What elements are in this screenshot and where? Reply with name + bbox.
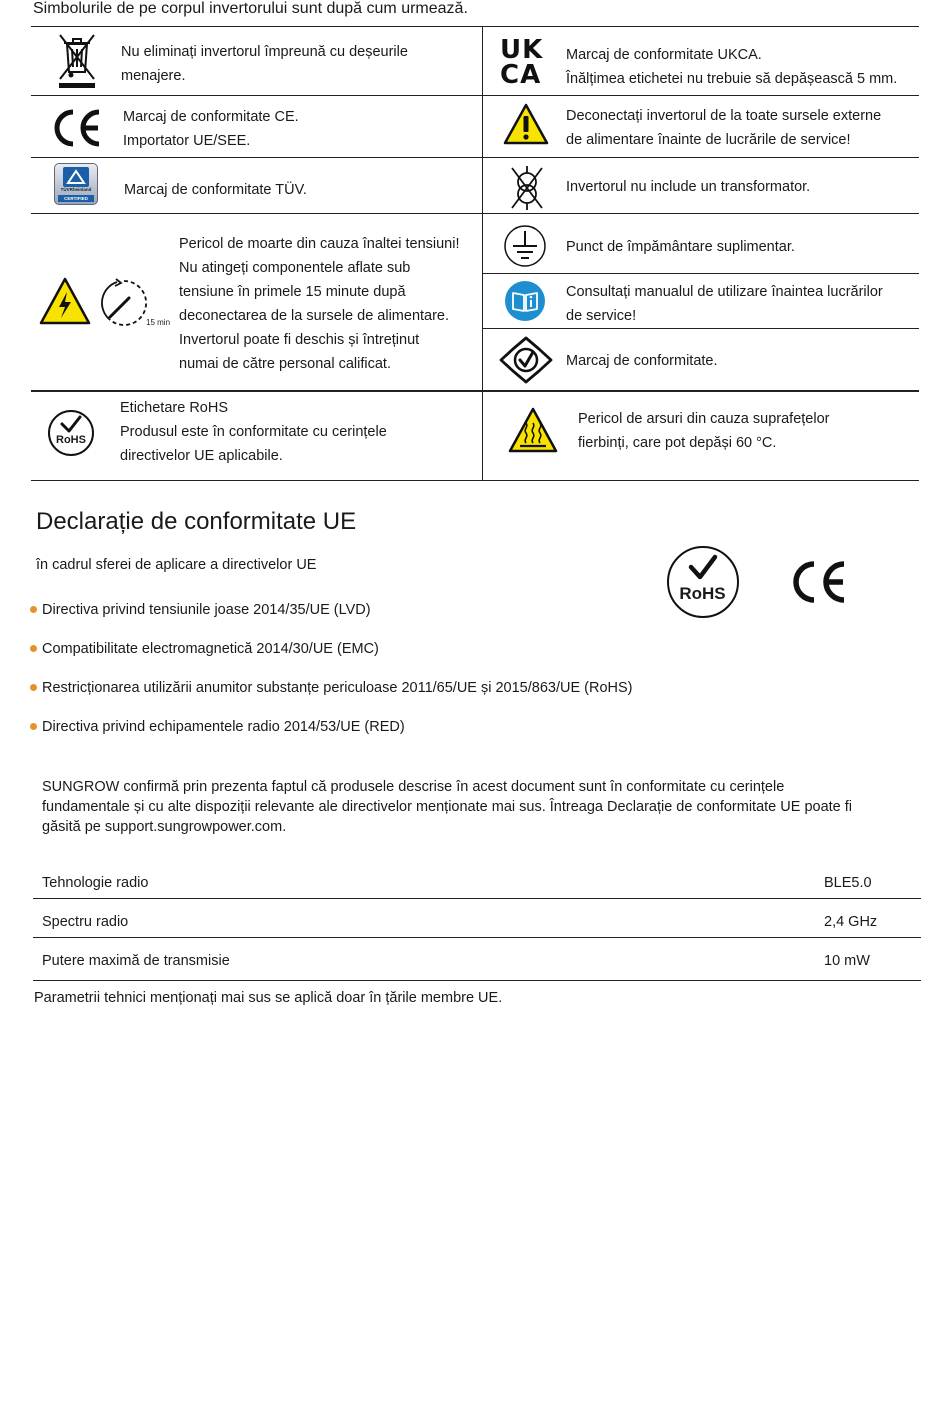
- directive-item: Directiva privind echipamentele radio 2014/53/UE (RED): [30, 719, 405, 735]
- manual-info-icon: [504, 280, 546, 322]
- rcm-text: Marcaj de conformitate.: [566, 353, 718, 369]
- directive-item: Compatibilitate electromagnetică 2014/30/UE (EMC): [30, 641, 379, 657]
- high-voltage-text: Pericol de moarte din cauza înaltei tensiuni! Nu atingeți componentele aflate sub tensiune în primele 15 minute după deconectarea de la sursele de alimentare. Invertorul poate fi deschis și întreținut numai de către personal calificat.: [179, 236, 460, 372]
- bullet-dot-icon: [30, 645, 37, 652]
- table-rule: [483, 273, 919, 274]
- table-rule: [483, 328, 919, 329]
- table-column-divider: [482, 26, 483, 480]
- table-rule: [31, 213, 919, 214]
- bullet-dot-icon: [30, 684, 37, 691]
- ukca-text: Marcaj de conformitate UKCA. Înălțimea etichetei nu trebuie să depășească 5 mm.: [566, 47, 898, 87]
- radio-table-rule: [33, 898, 921, 899]
- ukca-mark-icon: UK CA: [500, 35, 544, 90]
- table-top-rule: [31, 26, 919, 27]
- disconnect-text: Deconectați invertorul de la toate sursele externe de alimentare înainte de lucrările de service!: [566, 108, 882, 148]
- ce-text: Marcaj de conformitate CE. Importator UE/SEE.: [123, 109, 299, 149]
- ground-icon: [503, 224, 547, 268]
- radio-row-value: 10 mW: [824, 953, 870, 969]
- declaration-title: Declarație de conformitate UE: [36, 508, 357, 535]
- grounding-text: Punct de împământare suplimentar.: [566, 239, 795, 255]
- directive-item: Directiva privind tensiunile joase 2014/35/UE (LVD): [30, 602, 371, 618]
- symbols-title: Simbolurile de pe corpul invertorului sunt după cum urmează.: [33, 0, 468, 17]
- radio-row-label: Tehnologie radio: [42, 875, 149, 891]
- bullet-dot-icon: [30, 723, 37, 730]
- rcm-mark-icon: [499, 336, 553, 384]
- table-bottom-rule: [31, 480, 919, 481]
- footnote: Parametrii tehnici menționați mai sus se aplică doar în țările membre UE.: [34, 990, 503, 1006]
- weee-text: Nu eliminați invertorul împreună cu deșeurile menajere.: [121, 44, 408, 84]
- declaration-subtitle: în cadrul sferei de aplicare a directivelor UE: [36, 557, 317, 573]
- radio-row-label: Putere maximă de transmisie: [42, 953, 230, 969]
- rohs-mark-icon: RoHS: [48, 410, 94, 456]
- no-transformer-text: Invertorul nu include un transformator.: [566, 179, 811, 195]
- radio-row-value: BLE5.0: [824, 875, 872, 891]
- hot-surface-text: Pericol de arsuri din cauza suprafețelor fierbinți, care pot depăși 60 °C.: [578, 411, 830, 451]
- directive-item: Restricționarea utilizării anumitor substanțe periculoase 2011/65/UE și 2015/863/UE (RoHS): [30, 680, 633, 696]
- radio-table-rule: [33, 980, 921, 981]
- hot-surface-icon: [507, 406, 559, 454]
- tuv-text: Marcaj de conformitate TÜV.: [124, 182, 307, 198]
- radio-row-label: Spectru radio: [42, 914, 129, 930]
- warning-exclamation-icon: [503, 102, 549, 146]
- radio-row-value: 2,4 GHz: [824, 914, 878, 930]
- timer-15min-icon: [99, 278, 149, 328]
- weee-bin-icon: [55, 32, 99, 90]
- ce-mark-icon: [51, 108, 103, 148]
- table-rule: [31, 157, 919, 158]
- ce-mark-icon: [790, 560, 848, 604]
- bullet-dot-icon: [30, 606, 37, 613]
- radio-table-rule: [33, 937, 921, 938]
- rohs-text: Etichetare RoHS Produsul este în conformitate cu cerințele directivelor UE aplicabile.: [120, 400, 387, 464]
- manual-text: Consultați manualul de utilizare înaintea lucrărilor de service!: [566, 284, 883, 324]
- table-rule: [31, 390, 919, 392]
- conformity-statement: SUNGROW confirmă prin prezenta faptul că produsele descrise în acest document sunt în conformitate cu cerințele fundamentale și cu alte dispoziții relevante ale directivelor menționate mai sus. Întreaga Declarație de conformitate UE poate fi găsită pe support.sungrowpower.com.: [42, 779, 853, 835]
- no-transformer-icon: [509, 165, 545, 211]
- rohs-mark-icon: RoHS: [667, 546, 739, 618]
- timer-label: 15 min: [146, 318, 171, 327]
- table-rule: [31, 95, 919, 96]
- high-voltage-icon: [38, 276, 92, 326]
- tuv-logo-icon: TÜVRheinland CERTIFIED: [54, 163, 98, 205]
